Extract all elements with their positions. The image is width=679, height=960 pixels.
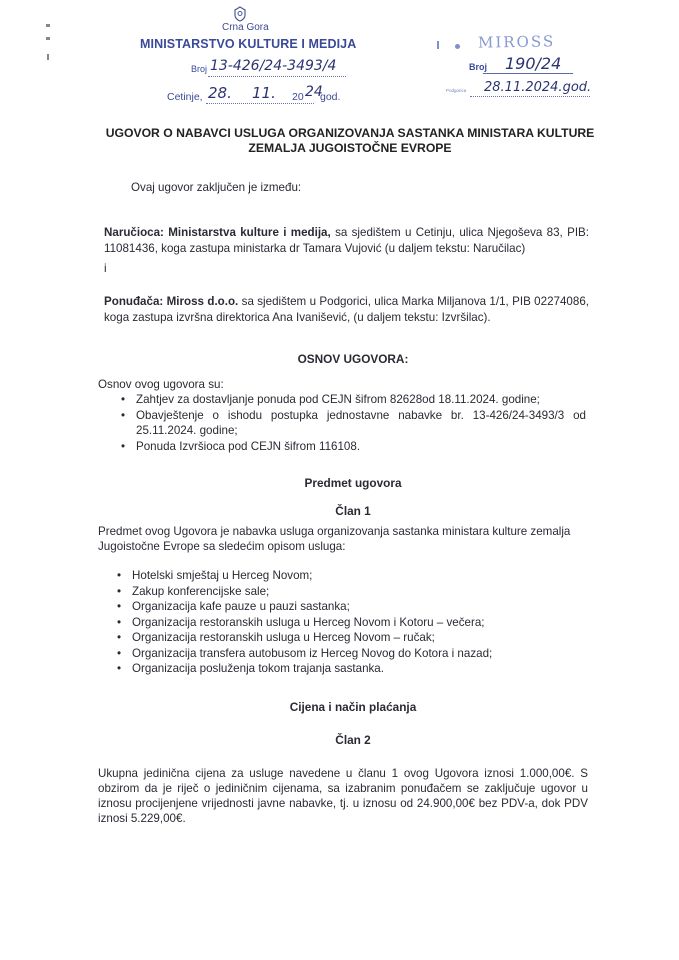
- intro-text: Ovaj ugovor zaključen je između:: [131, 181, 302, 194]
- reg-number-label: Broj: [191, 64, 208, 74]
- list-item: • Obavještenje o ishodu postupka jednostavne nabavke br. 13-426/24-3493/3 od 25.11.2024. godine;: [136, 408, 586, 439]
- section-heading-subject: Predmet ugovora: [304, 476, 402, 490]
- margin-mark: [46, 37, 50, 40]
- stamp-edge-mark: [455, 44, 460, 49]
- company-stamp-name: MIROSS: [477, 32, 556, 52]
- party-contractor-name: Ponuđača: Miross d.o.o.: [104, 295, 239, 308]
- list-item: • Organizacija restoranskih usluga u Herceg Novom – ručak;: [132, 630, 592, 646]
- company-reg-line: [483, 73, 573, 74]
- list-item: • Ponuda Izvršioca pod CEJN šifrom 116108.: [136, 439, 586, 455]
- reg-number-line: [208, 76, 346, 77]
- party-contractor-details: sa sjedištem u Podgorici, ulica Marka Miljanova 1/1, PIB 02274086, koga zastupa izvršna direktorica Ana Ivanišević, (u daljem tekstu: Izvršilac).: [104, 295, 589, 324]
- list-item: • Organizacija posluženja tokom trajanja sastanka.: [132, 661, 592, 677]
- coat-of-arms-icon: [233, 6, 247, 22]
- party-client: [104, 225, 589, 257]
- contract-title-line1: UGOVOR O NABAVCI USLUGA ORGANIZOVANJA SASTANKA MINISTARA KULTURE: [105, 126, 595, 140]
- contract-title: [90, 126, 610, 156]
- place-label: Cetinje,: [167, 91, 203, 103]
- section-heading-basis: OSNOV UGOVORA:: [297, 352, 409, 366]
- list-item: • Zahtjev za dostavljanje ponuda pod CEJN šifrom 82628od 18.11.2024. godine;: [136, 392, 586, 408]
- article-2-text: Ukupna jedinična cijena za usluge navedene u članu 1 ovog Ugovora iznosi 1.000,00€. S obzirom da je riječ o jediničnim cijenama, sa izabranim ponuđačem se zaključuje ugovor u iznosu procijenjene vrijednosti javne nabavke, tj. u iznosu od 24.900,00€ bez PDV-a, dok PDV iznosi 5.229,00€.: [98, 767, 588, 825]
- date-month: 11.: [252, 84, 276, 102]
- company-date-value: 28.11.2024.god.: [484, 80, 592, 95]
- section-heading-price: Cijena i način plaćanja: [289, 700, 417, 714]
- article-1-heading: Član 1: [335, 504, 371, 518]
- margin-mark: [46, 24, 50, 27]
- list-item: • Organizacija transfera autobusom iz Herceg Novog do Kotora i nazad;: [132, 646, 592, 662]
- date-line: [206, 103, 314, 104]
- margin-mark: [47, 54, 49, 60]
- conjunction: i: [104, 262, 107, 275]
- party-contractor: [104, 294, 589, 326]
- basis-list: [136, 392, 586, 454]
- stamp-edge-mark: [437, 41, 445, 49]
- list-item: • Zakup konferencijske sale;: [132, 584, 592, 600]
- party-client-name: Naručioca: Ministarstva kulture i medija,: [104, 226, 331, 239]
- list-item: • Hotelski smještaj u Herceg Novom;: [132, 568, 592, 584]
- contract-title-line2: ZEMALJA JUGOISTOČNE EVROPE: [248, 141, 452, 155]
- company-reg-value: 190/24: [505, 54, 562, 73]
- party-client-details: sa sjedištem u Cetinju, ulica Njegoševa 83, PIB: 11081436, koga zastupa ministarka dr Tamara Vujović (u daljem tekstu: Naručilac): [104, 226, 589, 255]
- company-date-line: [470, 96, 590, 97]
- year-prefix: 20: [292, 91, 304, 103]
- article-2-heading: Član 2: [335, 733, 371, 747]
- god-label: god.: [320, 91, 341, 103]
- list-item: • Organizacija kafe pauze u pauzi sastanka;: [132, 599, 592, 615]
- services-list: [132, 568, 592, 677]
- article-1-text: Predmet ovog Ugovora je nabavka usluga organizovanja sastanka ministara kulture zemalja Jugoistočne Evrope sa sledećim opisom usluga:: [98, 525, 571, 553]
- reg-number-value: 13-426/24-3493/4: [210, 58, 337, 74]
- basis-lead: Osnov ovog ugovora su:: [98, 378, 224, 391]
- date-day: 28.: [208, 84, 232, 102]
- year-suffix: 24: [305, 84, 323, 100]
- ministry-name: MINISTARSTVO KULTURE I MEDIJA: [140, 37, 357, 51]
- company-date-label: Podgorica: [446, 88, 467, 93]
- company-reg-label: Broj: [469, 62, 487, 72]
- list-item: • Organizacija restoranskih usluga u Herceg Novom i Kotoru – večera;: [132, 615, 592, 631]
- country-name: Crna Gora: [222, 22, 269, 33]
